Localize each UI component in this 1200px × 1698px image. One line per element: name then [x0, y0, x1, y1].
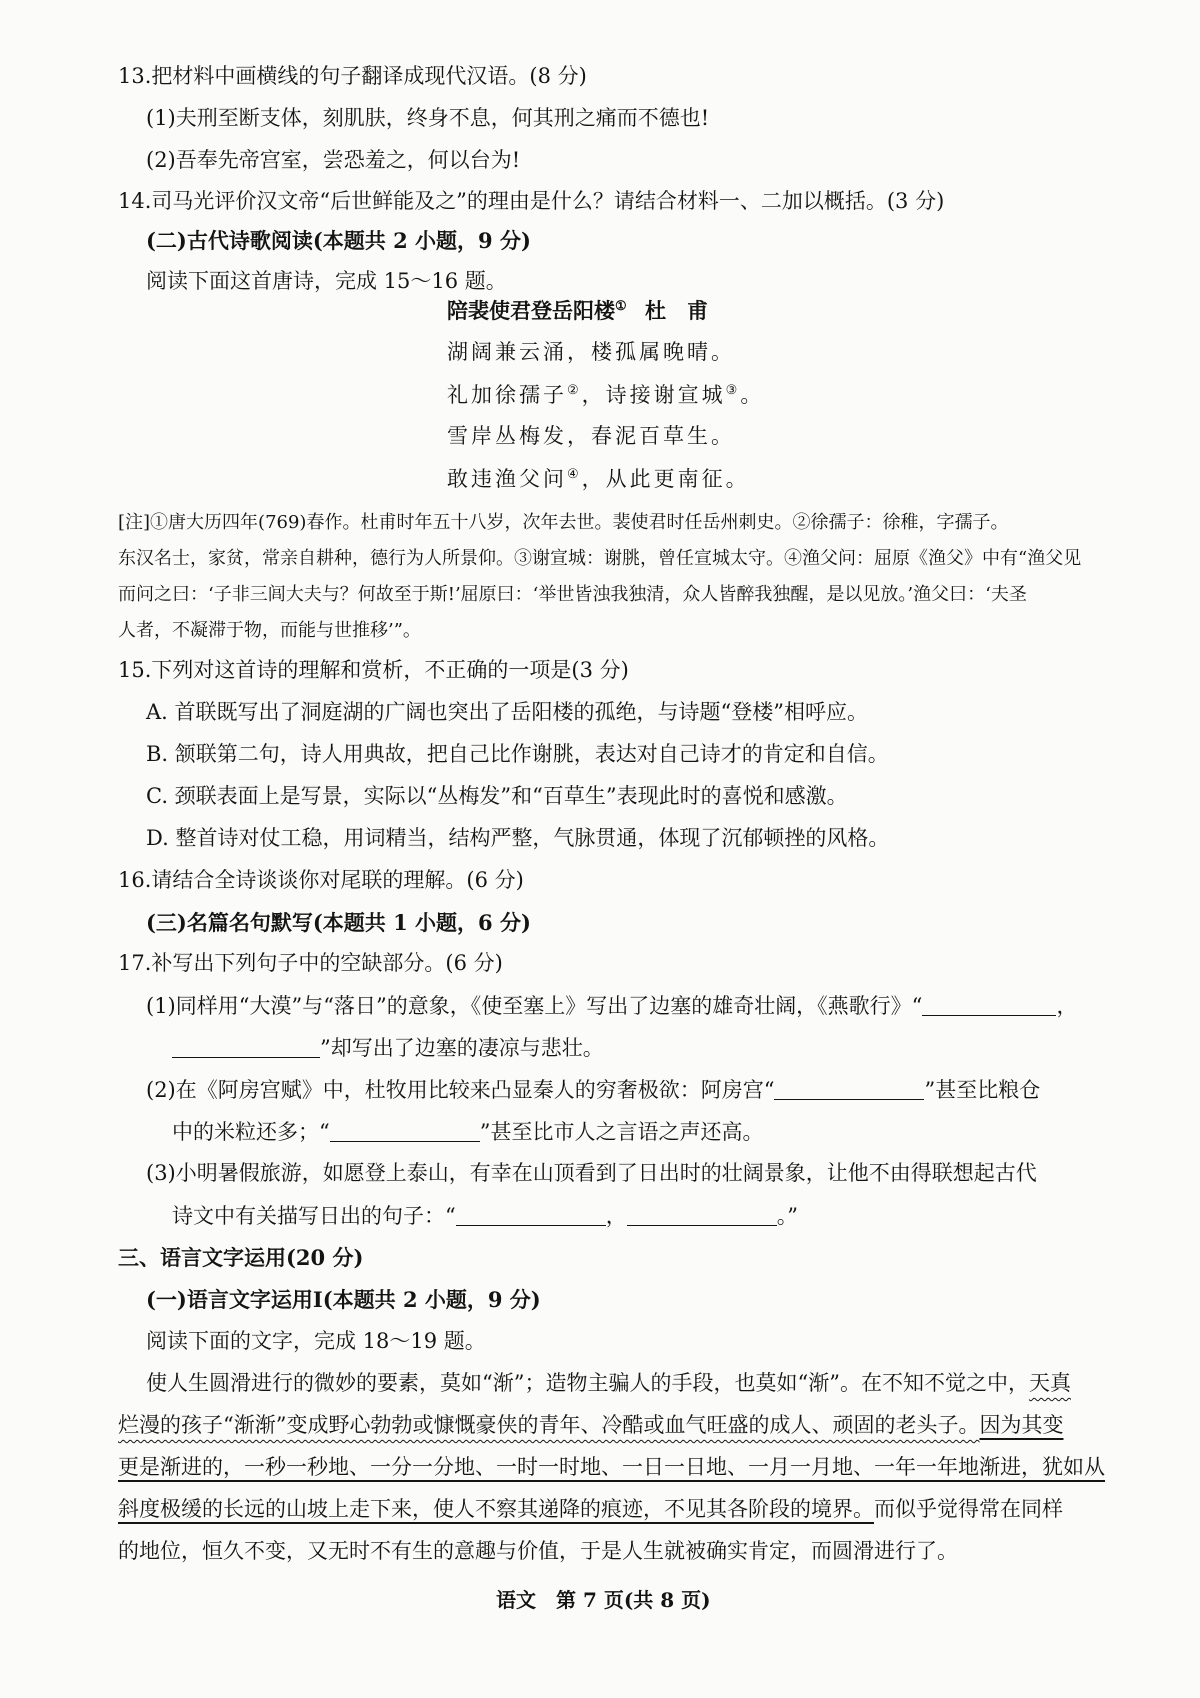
passage-line-3: 更是渐进的，一秒一秒地、一分一分地、一时一时地、一日一日地、一月一月地、一年一年地渐进，犹如从: [118, 1455, 1105, 1479]
passage-line-1-wavy-text: 天真: [1028, 1371, 1071, 1395]
q13-sentence-1: (1)夫刑至断支体，刻肌肤，终身不息，何其刑之痛而不德也!: [146, 106, 710, 130]
q17-item-3-comma: ，: [605, 1204, 627, 1228]
q14-stem: 14.司马光评价汉文帝“后世鲜能及之”的理由是什么？请结合材料一、二加以概括。(3 分): [118, 189, 945, 213]
q15-option-c: C. 颈联表面上是写景，实际以“丛梅发”和“百草生”表现此时的喜悦和感激。: [146, 784, 848, 808]
passage-line-4-text: 而似乎觉得常在同样: [874, 1497, 1063, 1521]
q17-blank-2[interactable]: [172, 1037, 320, 1058]
poetry-intro: 阅读下面这首唐诗，完成 15～16 题。: [146, 269, 507, 293]
passage-line-4-underlined-text: 斜度极缓的长远的山坡上走下来，使人不察其递降的痕迹，不见其各阶段的境界。: [118, 1497, 874, 1521]
poetry-section-heading: (二)古代诗歌阅读(本题共 2 小题，9 分): [146, 228, 531, 253]
part3-intro: 阅读下面的文字，完成 18～19 题。: [146, 1329, 486, 1353]
poem-line-2-part-a: 礼加徐孺子: [447, 383, 567, 407]
q15-stem: 15.下列对这首诗的理解和赏析，不正确的一项是(3 分): [118, 658, 629, 682]
part3-heading: 三、语言文字运用(20 分): [118, 1245, 364, 1270]
poem-line-2-part-c: 。: [740, 383, 765, 407]
q17-item-1-text-c: ”却写出了边塞的凄凉与悲壮。: [320, 1036, 604, 1060]
q17-item-2-text-c: 中的米粒还多；“: [172, 1120, 330, 1144]
passage-line-5: 的地位，恒久不变，又无时不有生的意趣与价值，于是人生就被确实肯定，而圆滑进行了。: [118, 1539, 958, 1563]
part3-sub-heading: (一)语言文字运用Ⅰ(本题共 2 小题，9 分): [146, 1287, 541, 1312]
passage-line-1-text: 使人生圆滑进行的微妙的要素，莫如“渐”；造物主骗人的手段，也莫如“渐”。在不知不觉之中，: [146, 1371, 1029, 1395]
poem-title: [447, 300, 627, 321]
q17-item-3-end: 。”: [776, 1204, 798, 1228]
poem-line-1: 湖阔兼云涌，楼孤属晚晴。: [447, 340, 735, 364]
q15-option-b: B. 颔联第二句，诗人用典故，把自己比作谢朓，表达对自己诗才的肯定和自信。: [146, 742, 889, 766]
q17-blank-3[interactable]: [774, 1079, 924, 1100]
q15-option-a: A. 首联既写出了洞庭湖的广阔也突出了岳阳楼的孤绝，与诗题“登楼”相呼应。: [146, 700, 868, 724]
poem-line-4: [447, 468, 750, 490]
page-footer: 语文 第 7 页(共 8 页): [496, 1588, 711, 1612]
poem-line-2-part-b: ，诗接谢宣城: [581, 383, 726, 407]
q13-sentence-2: (2)吾奉先帝宫室，尝恐羞之，何以台为!: [146, 148, 521, 172]
q17-item-2-line-2: [172, 1121, 764, 1143]
poem-line-4-note-mark: ④: [567, 467, 582, 482]
passage-line-2-wavy-text: 烂漫的孩子“渐渐”变成野心勃勃或慷慨豪侠的青年、冷酷或血气旺盛的成人、顽固的老头子。: [118, 1413, 980, 1437]
q17-stem: 17.补写出下列句子中的空缺部分。(6 分): [118, 951, 503, 975]
passage-line-2-underlined-text: 因为其变: [979, 1413, 1064, 1437]
poem-line-4-part-a: 敢违渔父问: [447, 467, 567, 491]
q15-option-d: D. 整首诗对仗工稳，用词精当，结构严整，气脉贯通，体现了沉郁顿挫的风格。: [146, 826, 890, 850]
q17-item-3-line-1: (3)小明暑假旅游，如愿登上泰山，有幸在山顶看到了日出时的壮阔景象，让他不由得联想起古代: [146, 1161, 1037, 1185]
poem-title-text: 陪裴使君登岳阳楼: [447, 298, 615, 323]
q17-item-2-text-b: ”甚至比粮仓: [924, 1078, 1041, 1102]
q17-item-3-text-b: 诗文中有关描写日出的句子：“: [172, 1204, 456, 1228]
poem-note-line-1: [注]①唐大历四年(769)春作。杜甫时年五十八岁，次年去世。裴使君时任岳州刺史。②徐孺子：徐稚，字孺子。: [118, 512, 1009, 533]
poem-line-3: 雪岸丛梅发，春泥百草生。: [447, 424, 735, 448]
passage-line-1: [146, 1373, 1071, 1394]
q17-item-3-line-2: [172, 1205, 798, 1227]
poem-line-4-part-b: ，从此更南征。: [581, 467, 750, 491]
q17-blank-4[interactable]: [330, 1121, 480, 1142]
poem-line-2-note-mark-a: ②: [567, 383, 582, 398]
q17-item-2-line-1: [146, 1079, 1040, 1101]
q17-item-1-comma: ，: [1056, 994, 1078, 1018]
poem-author: 杜 甫: [645, 298, 708, 323]
dictation-section-heading: (三)名篇名句默写(本题共 1 小题，6 分): [146, 910, 531, 935]
q17-item-1-text-a: (1)同样用“大漠”与“落日”的意象，《使至塞上》写出了边塞的雄奇壮阔，《燕歌行》“: [146, 994, 923, 1018]
poem-note-line-4: 人者，不凝滞于物，而能与世推移’”。: [118, 620, 421, 641]
q17-blank-1[interactable]: [922, 995, 1056, 1016]
passage-line-4: [118, 1499, 1063, 1520]
q17-blank-5[interactable]: [456, 1205, 606, 1226]
poem-title-note-mark: ①: [615, 299, 627, 314]
q13-stem: 13.把材料中画横线的句子翻译成现代汉语。(8 分): [118, 64, 587, 88]
q17-blank-6[interactable]: [627, 1205, 777, 1226]
q17-item-2-text-a: (2)在《阿房宫赋》中，杜牧用比较来凸显秦人的穷奢极欲：阿房宫“: [146, 1078, 775, 1102]
poem-line-2: [447, 384, 764, 406]
passage-line-2: [118, 1415, 1063, 1436]
poem-line-2-note-mark-b: ③: [725, 383, 741, 398]
poem-note-line-3: 而问之曰：‘子非三闾大夫与？何故至于斯!’屈原曰：‘举世皆浊我独清，众人皆醉我独醒，是以见放。’渔父曰：‘夫圣: [118, 584, 1027, 605]
q17-item-1-line-1: [146, 995, 1077, 1017]
poem-note-line-2: 东汉名士，家贫，常亲自耕种，德行为人所景仰。③谢宣城：谢朓，曾任宣城太守。④渔父问：屈原《渔父》中有“渔父见: [118, 548, 1082, 569]
q17-item-1-line-2: [172, 1037, 604, 1059]
q17-item-2-text-d: ”甚至比市人之言语之声还高。: [479, 1120, 764, 1144]
q16-stem: 16.请结合全诗谈谈你对尾联的理解。(6 分): [118, 868, 524, 892]
